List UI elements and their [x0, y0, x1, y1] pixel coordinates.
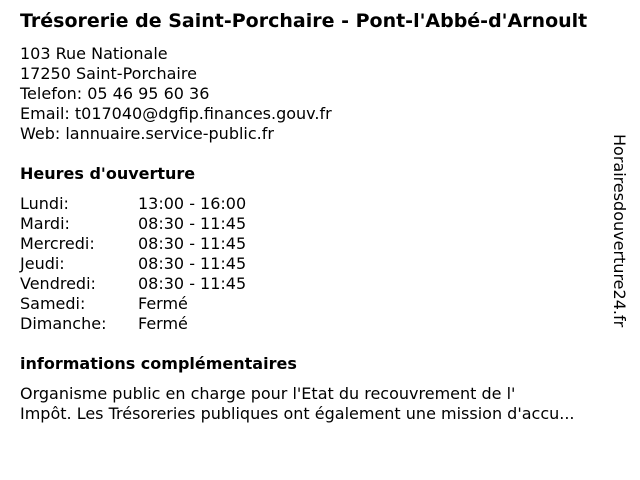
address-street: 103 Rue Nationale	[20, 44, 168, 63]
contact-block	[20, 44, 332, 144]
info-line-2: Impôt. Les Trésoreries publiques ont également une mission d'accu...	[20, 404, 575, 423]
info-heading: informations complémentaires	[20, 354, 297, 373]
hours-heading: Heures d'ouverture	[20, 164, 196, 183]
day-label: Dimanche:	[20, 314, 107, 333]
day-label: Vendredi:	[20, 274, 96, 293]
day-label: Jeudi:	[20, 254, 65, 273]
page-title: Trésorerie de Saint-Porchaire - Pont-l'Abbé-d'Arnoult	[20, 10, 588, 32]
time-value: Fermé	[138, 294, 188, 313]
web-line: Web: lannuaire.service-public.fr	[20, 124, 274, 143]
day-label: Mercredi:	[20, 234, 95, 253]
email-line: Email: t017040@dgfip.finances.gouv.fr	[20, 104, 332, 123]
address-city: 17250 Saint-Porchaire	[20, 64, 197, 83]
phone-line: Telefon: 05 46 95 60 36	[20, 84, 210, 103]
day-label: Lundi:	[20, 194, 69, 213]
info-line-1: Organisme public en charge pour l'Etat du recouvrement de l'	[20, 384, 516, 403]
site-watermark	[610, 134, 636, 344]
time-value: 08:30 - 11:45	[138, 254, 247, 273]
time-value: 08:30 - 11:45	[138, 274, 247, 293]
time-value: Fermé	[138, 314, 188, 333]
watermark-text: Horairesdouverture24.fr	[610, 134, 629, 328]
time-value: 08:30 - 11:45	[138, 234, 247, 253]
time-value: 13:00 - 16:00	[138, 194, 247, 213]
day-label: Samedi:	[20, 294, 86, 313]
day-label: Mardi:	[20, 214, 70, 233]
info-description	[20, 384, 630, 424]
time-value: 08:30 - 11:45	[138, 214, 247, 233]
